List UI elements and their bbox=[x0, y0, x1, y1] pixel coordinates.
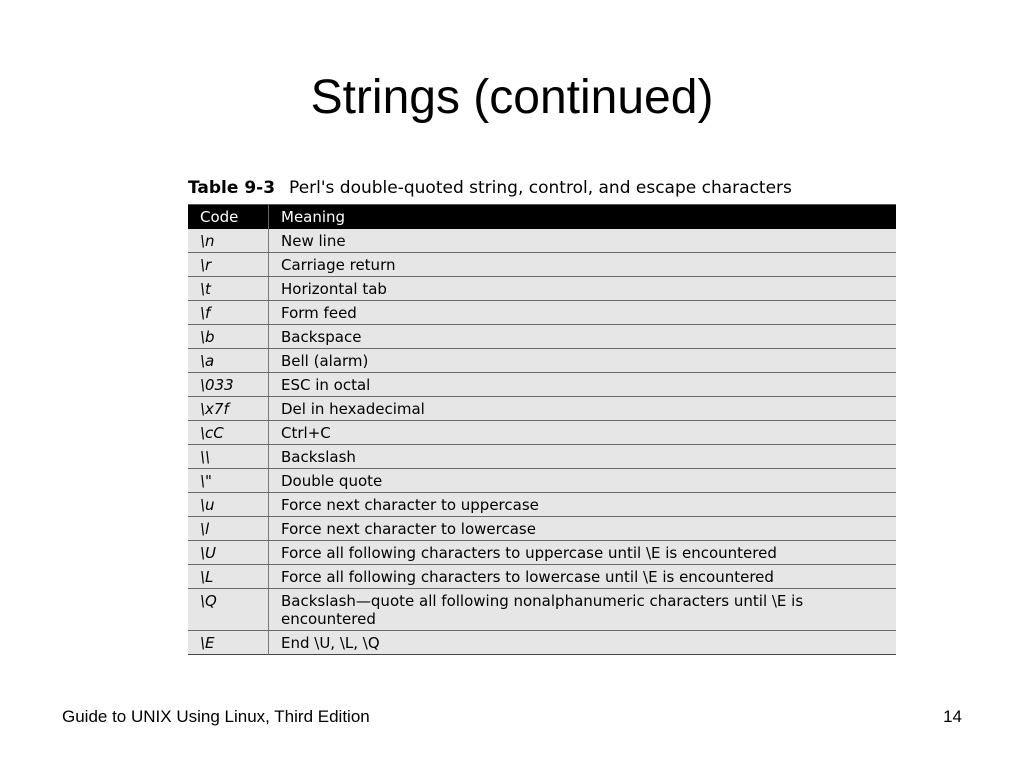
escape-meaning-cell: Horizontal tab bbox=[269, 277, 897, 301]
escape-code-cell: \r bbox=[188, 253, 269, 277]
escape-meaning-cell: Form feed bbox=[269, 301, 897, 325]
table-row bbox=[188, 421, 896, 445]
escape-code-cell: \l bbox=[188, 517, 269, 541]
escape-code-cell: \" bbox=[188, 469, 269, 493]
escape-meaning-cell: Backslash—quote all following nonalphanumeric characters until \E is encountered bbox=[269, 589, 897, 631]
escape-code-cell: \n bbox=[188, 229, 269, 253]
table-row bbox=[188, 301, 896, 325]
escape-meaning-cell: Carriage return bbox=[269, 253, 897, 277]
escape-meaning-cell: Bell (alarm) bbox=[269, 349, 897, 373]
escape-code-cell: \f bbox=[188, 301, 269, 325]
escape-code-cell: \t bbox=[188, 277, 269, 301]
table-row bbox=[188, 517, 896, 541]
escape-code-cell: \b bbox=[188, 325, 269, 349]
escape-code-cell: \E bbox=[188, 631, 269, 655]
escape-meaning-cell: Force all following characters to uppercase until \E is encountered bbox=[269, 541, 897, 565]
escape-code-cell: \a bbox=[188, 349, 269, 373]
escape-meaning-cell: New line bbox=[269, 229, 897, 253]
escape-code-cell: \033 bbox=[188, 373, 269, 397]
table-row bbox=[188, 229, 896, 253]
table-row bbox=[188, 325, 896, 349]
table-row bbox=[188, 349, 896, 373]
column-header-code: Code bbox=[188, 205, 269, 230]
slide-title: Strings (continued) bbox=[310, 71, 714, 124]
escape-code-cell: \Q bbox=[188, 589, 269, 631]
table-header-row bbox=[188, 205, 896, 230]
escape-meaning-cell: End \U, \L, \Q bbox=[281, 634, 380, 652]
escape-characters-table-block bbox=[188, 174, 896, 655]
escape-code-cell: \cC bbox=[188, 421, 269, 445]
escape-meaning-cell: Backspace bbox=[269, 325, 897, 349]
escape-code-cell: \x7f bbox=[188, 397, 269, 421]
column-header-meaning: Meaning bbox=[269, 205, 897, 230]
table-row bbox=[188, 565, 896, 589]
escape-meaning-cell: Ctrl+C bbox=[269, 421, 897, 445]
escape-meaning-cell: Backslash bbox=[269, 445, 897, 469]
escape-meaning-cell: Force next character to uppercase bbox=[269, 493, 897, 517]
escape-code-cell: \\ bbox=[188, 445, 269, 469]
table-row bbox=[188, 373, 896, 397]
escape-meaning-cell: Force all following characters to lowercase until \E is encountered bbox=[269, 565, 897, 589]
table-caption bbox=[188, 174, 896, 204]
table-caption-text: Perl's double-quoted string, control, and escape characters bbox=[289, 178, 792, 198]
escape-characters-table bbox=[188, 204, 896, 655]
footer-book-title: Guide to UNIX Using Linux, Third Edition bbox=[62, 707, 370, 726]
escape-code-cell: \U bbox=[188, 541, 269, 565]
escape-meaning-cell: Del in hexadecimal bbox=[269, 397, 897, 421]
escape-code-cell: \L bbox=[188, 565, 269, 589]
escape-meaning-cell: Double quote bbox=[269, 469, 897, 493]
table-caption-label: Table 9-3 bbox=[188, 178, 276, 198]
table-row bbox=[188, 589, 896, 631]
table-row bbox=[188, 631, 896, 655]
table-row bbox=[188, 253, 896, 277]
escape-meaning-cell: ESC in octal bbox=[269, 373, 897, 397]
table-row bbox=[188, 277, 896, 301]
page-number: 14 bbox=[943, 707, 962, 726]
escape-code-cell: \u bbox=[188, 493, 269, 517]
escape-meaning-cell: Force next character to lowercase bbox=[269, 517, 897, 541]
table-row bbox=[188, 445, 896, 469]
table-row bbox=[188, 541, 896, 565]
table-row bbox=[188, 493, 896, 517]
table-row bbox=[188, 469, 896, 493]
table-row bbox=[188, 397, 896, 421]
table-body bbox=[188, 229, 896, 655]
